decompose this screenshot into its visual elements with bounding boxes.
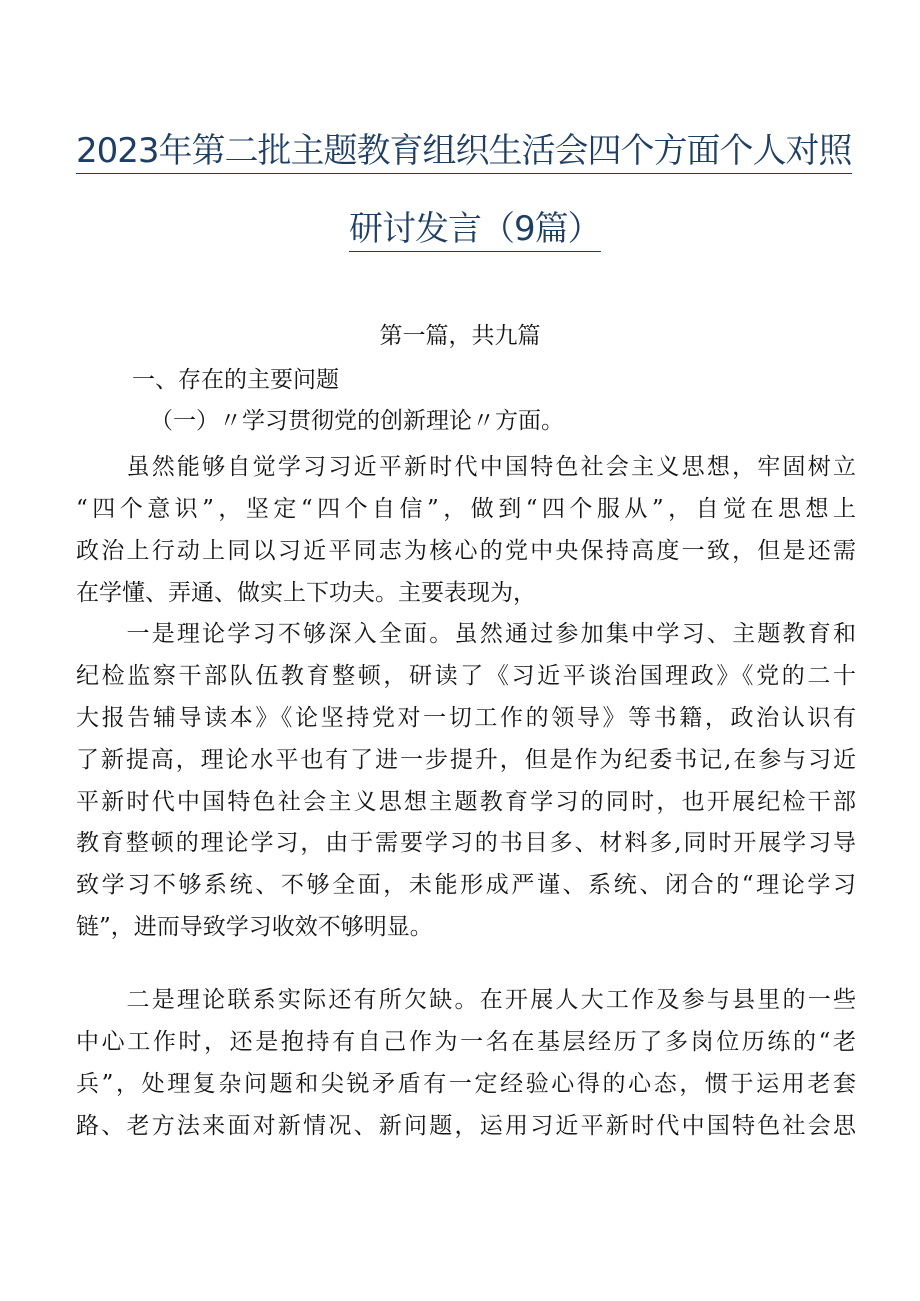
paragraph-line: 了新提高，理论水平也有了进一步提升，但是作为纪委书记,在参与习近 <box>76 746 856 773</box>
section-heading: 一、存在的主要问题 <box>132 367 339 393</box>
paragraph-line: 在学懂、弄通、做实上下功夫。主要表现为， <box>76 579 536 606</box>
subsection-heading: （一）〃学习贯彻党的创新理论〃方面。 <box>150 408 564 434</box>
paragraph-line: 平新时代中国特色社会主义思想主题教育学习的同时，也开展纪检干部 <box>76 788 856 815</box>
part-subtitle: 第一篇，共九篇 <box>379 323 541 349</box>
document-title-line2: 研讨发言（9篇） <box>349 209 601 252</box>
paragraph-1 <box>76 447 856 615</box>
paragraph-line: 政治上行动上同以习近平同志为核心的党中央保持高度一致，但是还需 <box>76 537 856 564</box>
paragraph-line: 一是理论学习不够深入全面。虽然通过参加集中学习、主题教育和 <box>76 621 856 647</box>
paragraph-line: 链”，进而导致学习收效不够明显。 <box>76 914 433 941</box>
document-title-line1: 2023年第二批主题教育组织生活会四个方面个人对照 <box>76 131 852 174</box>
paragraph-line: “四个意识”，坚定“四个自信”，做到“四个服从”，自觉在思想上 <box>76 495 856 522</box>
paragraph-line: 致学习不够系统、不够全面，未能形成严谨、系统、闭合的“理论学习 <box>76 872 856 899</box>
paragraph-line: 大报告辅导读本》《论坚持党对一切工作的领导》等书籍，政治认识有 <box>76 704 856 731</box>
paragraph-3 <box>76 980 856 1148</box>
paragraph-2 <box>76 614 856 949</box>
paragraph-line: 虽然能够自觉学习习近平新时代中国特色社会主义思想，牢固树立 <box>76 454 856 480</box>
paragraph-line: 兵”，处理复杂问题和尖锐矛盾有一定经验心得的心态，惯于运用老套 <box>76 1070 856 1097</box>
paragraph-line: 纪检监察干部队伍教育整顿，研读了《习近平谈治国理政》《党的二十 <box>76 662 856 689</box>
paragraph-line: 教育整顿的理论学习，由于需要学习的书目多、材料多,同时开展学习导 <box>76 830 856 857</box>
paragraph-line: 二是理论联系实际还有所欠缺。在开展人大工作及参与县里的一些 <box>76 987 856 1013</box>
paragraph-line: 路、老方法来面对新情况、新问题，运用习近平新时代中国特色社会思 <box>76 1112 856 1139</box>
paragraph-line: 中心工作时，还是抱持有自己作为一名在基层经历了多岗位历练的“老 <box>76 1028 856 1055</box>
